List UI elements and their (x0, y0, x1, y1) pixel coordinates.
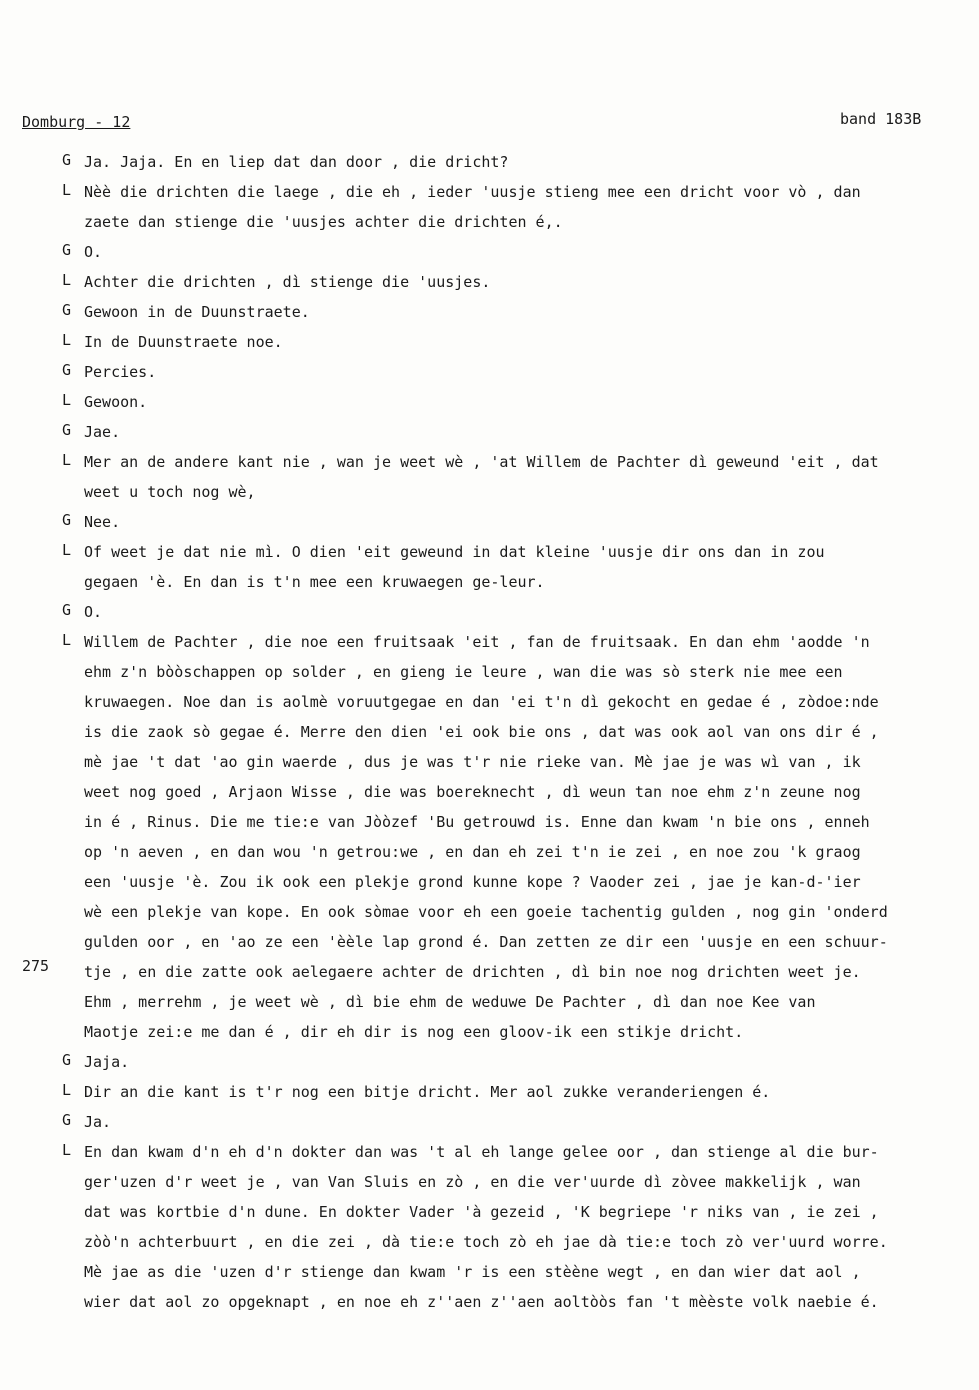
transcript-line: op 'n aeven , en dan wou 'n getrou:we , en dan eh zei t'n ie zei , en noe zou 'k graog (84, 843, 861, 861)
transcript-line: O. (84, 243, 103, 261)
transcript-line: Percies. (84, 363, 157, 381)
transcript-line: gegaen 'è. En dan is t'n mee een kruwaegen ge-leur. (84, 573, 545, 591)
transcript-line: Willem de Pachter , die noe een fruitsaak 'eit , fan de fruitsaak. En dan ehm 'aodde 'n (84, 633, 870, 651)
transcript-line: kruwaegen. Noe dan is aolmè voruutgegae en dan 'ei t'n dì gekocht en gedae é , zòdoe:nde (84, 693, 879, 711)
speaker-label: L (62, 181, 72, 199)
transcript-line: O. (84, 603, 103, 621)
transcript-turn (62, 181, 974, 241)
transcript-line: tje , en die zatte ook aelegaere achter de drichten , dì bin noe nog drichten weet je. (84, 963, 861, 981)
speaker-label: L (62, 1081, 72, 1099)
transcript-line: Gewoon. (84, 393, 148, 411)
transcript-line: Jaja. (84, 1053, 130, 1071)
tape-label: band 183B (840, 110, 922, 128)
transcript-line: In de Duunstraete noe. (84, 333, 283, 351)
transcript-turn (62, 361, 974, 391)
transcript-turn (62, 331, 974, 361)
transcript-turn (62, 1141, 974, 1321)
speaker-label: L (62, 391, 72, 409)
speaker-label: G (62, 511, 72, 529)
speaker-label: L (62, 271, 72, 289)
transcript-line: ehm z'n bòòschappen op solder , en gieng ie leure , wan die was sò sterk nie mee een (84, 663, 843, 681)
transcript-turn (62, 541, 974, 601)
transcript-turn (62, 391, 974, 421)
transcript-turn (62, 421, 974, 451)
transcript-line: Jae. (84, 423, 121, 441)
transcript-line: ger'uzen d'r weet je , van Van Sluis en zò , en die ver'uurde dì zòvee makkelijk , wan (84, 1173, 861, 1191)
transcript-line: een 'uusje 'è. Zou ik ook een plekje grond kunne kope ? Vaoder zei , jae je kan-d-'ier (84, 873, 861, 891)
transcript-line: Mè jae as die 'uzen d'r stienge dan kwam 'r is een stèène wegt , en dan wier dat aol , (84, 1263, 861, 1281)
transcript-line: Nee. (84, 513, 121, 531)
transcript-line: Ehm , merrehm , je weet wè , dì bie ehm de weduwe De Pachter , dì dan noe Kee van (84, 993, 816, 1011)
transcript-line: En dan kwam d'n eh d'n dokter dan was 't al eh lange gelee oor , dan stienge al die bur- (84, 1143, 879, 1161)
transcript-turn (62, 451, 974, 511)
transcript-line: Dir an die kant is t'r nog een bitje dricht. Mer aol zukke veranderiengen é. (84, 1083, 771, 1101)
transcript-line: wè een plekje van kope. En ook sòmae voor eh een goeie tachentig gulden , nog gin 'onderd (84, 903, 888, 921)
speaker-label: G (62, 361, 72, 379)
transcript-line: Achter die drichten , dì stienge die 'uusjes. (84, 273, 491, 291)
transcript-line: Of weet je dat nie mì. O dien 'eit geweund in dat kleine 'uusje dir ons dan in zou (84, 543, 825, 561)
transcript-turn (62, 511, 974, 541)
speaker-label: L (62, 1141, 72, 1159)
transcript-turn (62, 1081, 974, 1111)
speaker-label: G (62, 151, 72, 169)
transcript-turn (62, 601, 974, 631)
transcript-line: weet nog goed , Arjaon Wisse , die was boereknecht , dì weun tan noe ehm z'n zeune nog (84, 783, 861, 801)
line-number-note: 275 (22, 957, 50, 975)
speaker-label: L (62, 451, 72, 469)
speaker-label: L (62, 541, 72, 559)
speaker-label: G (62, 421, 72, 439)
transcript-turn (62, 301, 974, 331)
speaker-label: G (62, 1111, 72, 1129)
transcript-turn (62, 241, 974, 271)
transcript (62, 151, 974, 1321)
speaker-label: G (62, 241, 72, 259)
page-header-title: Domburg - 12 (22, 113, 131, 131)
transcript-line: Ja. Jaja. En en liep dat dan door , die dricht? (84, 153, 509, 171)
transcript-line: Ja. (84, 1113, 112, 1131)
transcript-turn (62, 1051, 974, 1081)
transcript-line: zaete dan stienge die 'uusjes achter die drichten é,. (84, 213, 563, 231)
speaker-label: L (62, 631, 72, 649)
transcript-turn (62, 271, 974, 301)
speaker-label: G (62, 601, 72, 619)
transcript-line: mè jae 't dat 'ao gin waerde , dus je was t'r nie rieke van. Mè jae je was wì van , ik (84, 753, 861, 771)
speaker-label: L (62, 331, 72, 349)
transcript-turn (62, 631, 974, 1051)
speaker-label: G (62, 1051, 72, 1069)
transcript-line: weet u toch nog wè, (84, 483, 256, 501)
transcript-line: is die zaok sò gegae é. Merre den dien 'ei ook bie ons , dat was ook aol van ons dir é , (84, 723, 879, 741)
transcript-line: Gewoon in de Duunstraete. (84, 303, 310, 321)
transcript-line: wier dat aol zo opgeknapt , en noe eh z''aen z''aen aoltòòs fan 't mèèste volk naebie é. (84, 1293, 879, 1311)
speaker-label: G (62, 301, 72, 319)
transcript-line: zòò'n achterbuurt , en die zei , dà tie:e toch zò eh jae dà tie:e toch zò ver'uurd worre. (84, 1233, 888, 1251)
transcript-turn (62, 1111, 974, 1141)
transcript-turn (62, 151, 974, 181)
transcript-line: gulden oor , en 'ao ze een 'èèle lap grond é. Dan zetten ze dir een 'uusje en een schuur- (84, 933, 888, 951)
transcript-line: Mer an de andere kant nie , wan je weet wè , 'at Willem de Pachter dì geweund 'eit , dat (84, 453, 879, 471)
transcript-line: Nèè die drichten die laege , die eh , ieder 'uusje stieng mee een dricht voor vò , dan (84, 183, 861, 201)
transcript-line: dat was kortbie d'n dune. En dokter Vader 'à gezeid , 'K begriepe 'r niks van , ie zei , (84, 1203, 879, 1221)
transcript-line: in é , Rinus. Die me tie:e van Jòòzef 'Bu getrouwd is. Enne dan kwam 'n bie ons , enneh (84, 813, 870, 831)
transcript-line: Maotje zei:e me dan é , dir eh dir is nog een gloov-ik een stikje dricht. (84, 1023, 744, 1041)
